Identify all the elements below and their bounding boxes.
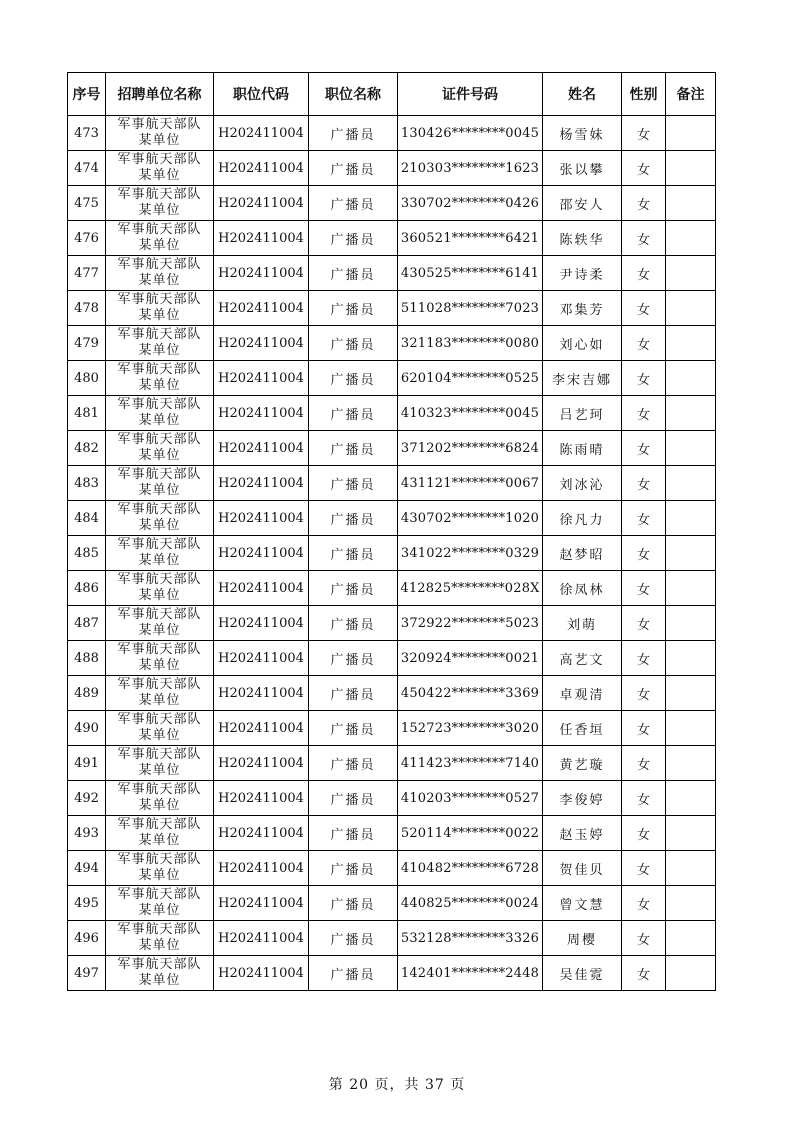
unit-line1: 军事航天部队 [117,537,202,552]
unit-line1: 军事航天部队 [117,712,202,727]
cell-code: H202411004 [214,851,309,886]
cell-code: H202411004 [214,886,309,921]
table-row [68,746,716,781]
cell-note [666,676,716,711]
cell-code: H202411004 [214,781,309,816]
cell-no: 495 [68,886,106,921]
unit-line1: 军事航天部队 [117,852,202,867]
unit-line1: 军事航天部队 [117,502,202,517]
unit-line1: 军事航天部队 [117,117,202,132]
cell-note [666,956,716,991]
cell-unit [106,326,214,361]
cell-unit [106,711,214,746]
cell-no: 483 [68,466,106,501]
unit-line1: 军事航天部队 [117,397,202,412]
cell-unit [106,361,214,396]
cell-code: H202411004 [214,956,309,991]
table-row [68,396,716,431]
cell-unit [106,851,214,886]
cell-id: 321183********0080 [398,326,543,361]
cell-note [666,466,716,501]
cell-name: 张以攀 [543,151,622,186]
cell-note [666,886,716,921]
cell-position: 广播员 [309,326,398,361]
cell-name: 陈轶华 [543,221,622,256]
cell-gender: 女 [622,711,666,746]
header-code: 职位代码 [214,73,309,116]
cell-note [666,256,716,291]
cell-gender: 女 [622,886,666,921]
cell-code: H202411004 [214,431,309,466]
cell-no: 489 [68,676,106,711]
unit-line2: 某单位 [138,728,181,743]
cell-gender: 女 [622,501,666,536]
cell-position: 广播员 [309,151,398,186]
cell-name: 刘冰沁 [543,466,622,501]
cell-code: H202411004 [214,816,309,851]
unit-line2: 某单位 [138,378,181,393]
cell-unit [106,466,214,501]
cell-no: 493 [68,816,106,851]
table-row [68,956,716,991]
cell-note [666,291,716,326]
cell-no: 492 [68,781,106,816]
unit-line2: 某单位 [138,273,181,288]
unit-line1: 军事航天部队 [117,467,202,482]
unit-line1: 军事航天部队 [117,362,202,377]
cell-position: 广播员 [309,711,398,746]
cell-position: 广播员 [309,921,398,956]
cell-code: H202411004 [214,641,309,676]
table-row [68,151,716,186]
cell-unit [106,536,214,571]
header-position: 职位名称 [309,73,398,116]
unit-line1: 军事航天部队 [117,152,202,167]
cell-unit [106,956,214,991]
cell-code: H202411004 [214,571,309,606]
cell-name: 曾文慧 [543,886,622,921]
cell-gender: 女 [622,256,666,291]
cell-unit [106,921,214,956]
cell-no: 484 [68,501,106,536]
cell-note [666,186,716,221]
header-unit: 招聘单位名称 [106,73,214,116]
unit-line2: 某单位 [138,203,181,218]
candidate-table [67,72,716,991]
cell-no: 478 [68,291,106,326]
table-row [68,361,716,396]
cell-note [666,116,716,151]
unit-line2: 某单位 [138,868,181,883]
cell-gender: 女 [622,746,666,781]
unit-line1: 军事航天部队 [117,572,202,587]
unit-line2: 某单位 [138,658,181,673]
cell-note [666,641,716,676]
unit-line2: 某单位 [138,448,181,463]
page-footer: 第 20 页，共 37 页 [328,1077,466,1093]
cell-note [666,536,716,571]
cell-note [666,781,716,816]
cell-position: 广播员 [309,466,398,501]
cell-id: 372922********5023 [398,606,543,641]
table-row [68,186,716,221]
cell-name: 尹诗柔 [543,256,622,291]
unit-line1: 军事航天部队 [117,257,202,272]
cell-no: 474 [68,151,106,186]
table-row [68,116,716,151]
cell-note [666,816,716,851]
cell-gender: 女 [622,466,666,501]
cell-no: 494 [68,851,106,886]
cell-note [666,501,716,536]
cell-unit [106,396,214,431]
cell-note [666,221,716,256]
cell-id: 532128********3326 [398,921,543,956]
cell-no: 496 [68,921,106,956]
cell-name: 李宋吉娜 [543,361,622,396]
unit-line2: 某单位 [138,133,181,148]
cell-code: H202411004 [214,221,309,256]
cell-id: 152723********3020 [398,711,543,746]
unit-line1: 军事航天部队 [117,887,202,902]
cell-note [666,606,716,641]
unit-line2: 某单位 [138,833,181,848]
cell-no: 479 [68,326,106,361]
table-row [68,256,716,291]
header-no: 序号 [68,73,106,116]
table-row [68,641,716,676]
unit-line2: 某单位 [138,308,181,323]
table-row [68,221,716,256]
cell-name: 吕艺珂 [543,396,622,431]
unit-line1: 军事航天部队 [117,677,202,692]
cell-gender: 女 [622,781,666,816]
table-row [68,606,716,641]
cell-id: 210303********1623 [398,151,543,186]
cell-id: 410203********0527 [398,781,543,816]
unit-line2: 某单位 [138,973,181,988]
cell-id: 142401********2448 [398,956,543,991]
cell-id: 411423********7140 [398,746,543,781]
cell-note [666,326,716,361]
table-row [68,536,716,571]
cell-gender: 女 [622,641,666,676]
table-row [68,921,716,956]
cell-code: H202411004 [214,676,309,711]
cell-gender: 女 [622,291,666,326]
cell-position: 广播员 [309,571,398,606]
cell-note [666,571,716,606]
cell-gender: 女 [622,606,666,641]
unit-line1: 军事航天部队 [117,607,202,622]
table-row [68,326,716,361]
cell-gender: 女 [622,326,666,361]
cell-code: H202411004 [214,466,309,501]
cell-position: 广播员 [309,291,398,326]
cell-gender: 女 [622,186,666,221]
unit-line1: 军事航天部队 [117,222,202,237]
cell-unit [106,256,214,291]
cell-id: 320924********0021 [398,641,543,676]
cell-code: H202411004 [214,711,309,746]
cell-name: 赵梦昭 [543,536,622,571]
cell-position: 广播员 [309,746,398,781]
cell-name: 邓集芳 [543,291,622,326]
unit-line2: 某单位 [138,483,181,498]
cell-position: 广播员 [309,851,398,886]
cell-code: H202411004 [214,606,309,641]
cell-gender: 女 [622,571,666,606]
cell-code: H202411004 [214,116,309,151]
table-row [68,501,716,536]
cell-name: 吴佳霓 [543,956,622,991]
cell-unit [106,116,214,151]
cell-gender: 女 [622,676,666,711]
cell-name: 赵玉婷 [543,816,622,851]
unit-line1: 军事航天部队 [117,782,202,797]
cell-position: 广播员 [309,501,398,536]
cell-gender: 女 [622,921,666,956]
cell-id: 330702********0426 [398,186,543,221]
unit-line1: 军事航天部队 [117,747,202,762]
cell-name: 任香垣 [543,711,622,746]
cell-name: 邵安人 [543,186,622,221]
cell-code: H202411004 [214,746,309,781]
table-row [68,466,716,501]
unit-line1: 军事航天部队 [117,957,202,972]
cell-id: 341022********0329 [398,536,543,571]
cell-no: 476 [68,221,106,256]
table-row [68,816,716,851]
unit-line2: 某单位 [138,343,181,358]
cell-note [666,396,716,431]
cell-name: 徐凤林 [543,571,622,606]
header-name: 姓名 [543,73,622,116]
cell-position: 广播员 [309,221,398,256]
unit-line2: 某单位 [138,693,181,708]
document-page [67,72,715,991]
cell-unit [106,431,214,466]
unit-line2: 某单位 [138,553,181,568]
cell-id: 511028********7023 [398,291,543,326]
table-row [68,886,716,921]
cell-code: H202411004 [214,256,309,291]
cell-note [666,361,716,396]
unit-line1: 军事航天部队 [117,187,202,202]
cell-id: 620104********0525 [398,361,543,396]
cell-code: H202411004 [214,501,309,536]
unit-line1: 军事航天部队 [117,642,202,657]
cell-position: 广播员 [309,256,398,291]
cell-no: 475 [68,186,106,221]
cell-no: 482 [68,431,106,466]
cell-no: 488 [68,641,106,676]
cell-no: 485 [68,536,106,571]
cell-id: 360521********6421 [398,221,543,256]
cell-unit [106,781,214,816]
cell-code: H202411004 [214,361,309,396]
unit-line2: 某单位 [138,763,181,778]
cell-gender: 女 [622,116,666,151]
cell-name: 卓观清 [543,676,622,711]
cell-no: 480 [68,361,106,396]
cell-note [666,851,716,886]
unit-line2: 某单位 [138,588,181,603]
cell-no: 490 [68,711,106,746]
cell-gender: 女 [622,816,666,851]
cell-id: 412825********028X [398,571,543,606]
cell-gender: 女 [622,431,666,466]
cell-unit [106,571,214,606]
cell-position: 广播员 [309,186,398,221]
cell-position: 广播员 [309,886,398,921]
table-row [68,851,716,886]
cell-gender: 女 [622,221,666,256]
cell-name: 杨雪妹 [543,116,622,151]
cell-name: 李俊婷 [543,781,622,816]
cell-position: 广播员 [309,116,398,151]
cell-code: H202411004 [214,921,309,956]
cell-no: 477 [68,256,106,291]
unit-line1: 军事航天部队 [117,432,202,447]
cell-position: 广播员 [309,816,398,851]
cell-gender: 女 [622,536,666,571]
table-row [68,431,716,466]
header-gender: 性别 [622,73,666,116]
table-row [68,676,716,711]
cell-gender: 女 [622,151,666,186]
cell-code: H202411004 [214,186,309,221]
cell-id: 430702********1020 [398,501,543,536]
unit-line1: 军事航天部队 [117,292,202,307]
cell-unit [106,151,214,186]
unit-line2: 某单位 [138,623,181,638]
table-header-row [68,73,716,116]
cell-unit [106,291,214,326]
cell-note [666,431,716,466]
unit-line2: 某单位 [138,798,181,813]
unit-line2: 某单位 [138,168,181,183]
table-row [68,711,716,746]
cell-code: H202411004 [214,326,309,361]
cell-gender: 女 [622,396,666,431]
cell-unit [106,186,214,221]
cell-name: 周樱 [543,921,622,956]
cell-unit [106,886,214,921]
cell-gender: 女 [622,851,666,886]
cell-name: 黄艺璇 [543,746,622,781]
cell-name: 陈雨晴 [543,431,622,466]
cell-position: 广播员 [309,361,398,396]
cell-name: 高艺文 [543,641,622,676]
cell-gender: 女 [622,956,666,991]
cell-position: 广播员 [309,606,398,641]
unit-line2: 某单位 [138,938,181,953]
cell-id: 371202********6824 [398,431,543,466]
cell-code: H202411004 [214,536,309,571]
cell-no: 487 [68,606,106,641]
cell-unit [106,816,214,851]
cell-id: 410482********6728 [398,851,543,886]
unit-line1: 军事航天部队 [117,327,202,342]
cell-code: H202411004 [214,291,309,326]
cell-position: 广播员 [309,431,398,466]
cell-unit [106,676,214,711]
cell-id: 130426********0045 [398,116,543,151]
cell-id: 430525********6141 [398,256,543,291]
unit-line2: 某单位 [138,518,181,533]
cell-gender: 女 [622,361,666,396]
unit-line2: 某单位 [138,413,181,428]
unit-line1: 军事航天部队 [117,817,202,832]
cell-position: 广播员 [309,641,398,676]
cell-unit [106,746,214,781]
cell-name: 刘心如 [543,326,622,361]
cell-no: 473 [68,116,106,151]
table-row [68,571,716,606]
unit-line2: 某单位 [138,238,181,253]
unit-line1: 军事航天部队 [117,922,202,937]
cell-id: 520114********0022 [398,816,543,851]
table-row [68,291,716,326]
cell-no: 481 [68,396,106,431]
cell-code: H202411004 [214,396,309,431]
cell-no: 491 [68,746,106,781]
cell-id: 450422********3369 [398,676,543,711]
cell-note [666,151,716,186]
cell-note [666,711,716,746]
cell-no: 486 [68,571,106,606]
cell-unit [106,501,214,536]
cell-id: 440825********0024 [398,886,543,921]
cell-code: H202411004 [214,151,309,186]
cell-unit [106,606,214,641]
cell-position: 广播员 [309,396,398,431]
cell-note [666,746,716,781]
cell-position: 广播员 [309,676,398,711]
cell-name: 贺佳贝 [543,851,622,886]
cell-name: 刘萌 [543,606,622,641]
cell-no: 497 [68,956,106,991]
header-id: 证件号码 [398,73,543,116]
cell-position: 广播员 [309,956,398,991]
cell-name: 徐凡力 [543,501,622,536]
cell-id: 431121********0067 [398,466,543,501]
cell-position: 广播员 [309,781,398,816]
cell-position: 广播员 [309,536,398,571]
cell-unit [106,221,214,256]
cell-id: 410323********0045 [398,396,543,431]
table-row [68,781,716,816]
header-note: 备注 [666,73,716,116]
cell-note [666,921,716,956]
cell-unit [106,641,214,676]
unit-line2: 某单位 [138,903,181,918]
